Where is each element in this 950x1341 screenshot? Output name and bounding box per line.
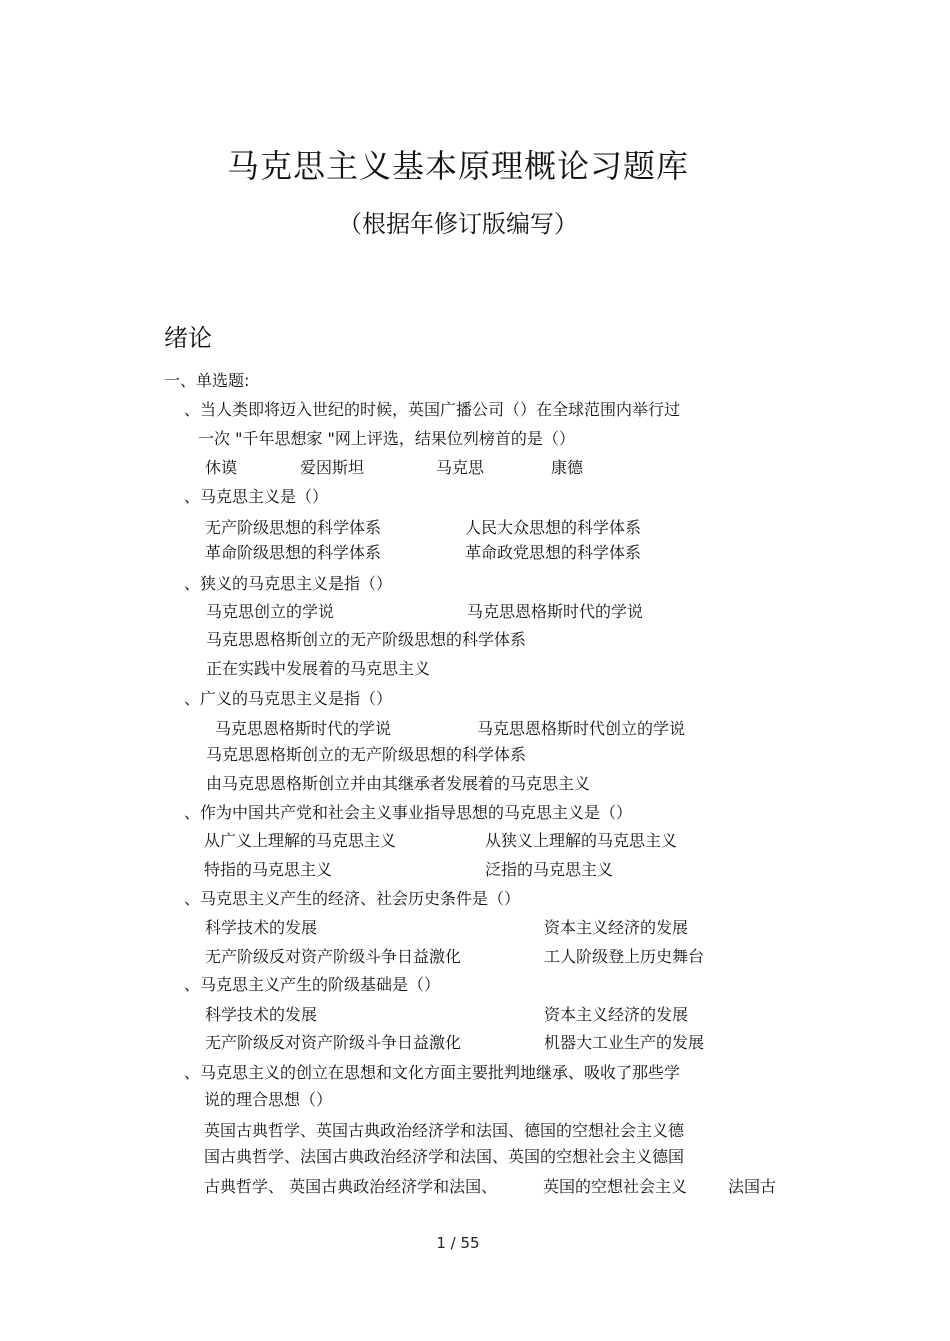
question-5: 、作为中国共产党和社会主义事业指导思想的马克思主义是（）	[184, 803, 633, 822]
question-7-option: 资本主义经济的发展	[544, 1005, 689, 1024]
question-1-line-2: 一次 "千年思想家 "网上评选，结果位列榜首的是（）	[198, 429, 575, 448]
question-1-option: 康德	[551, 458, 584, 477]
question-8-line-1: 、马克思主义的创立在思想和文化方面主要批判地继承、吸收了那些学	[184, 1063, 681, 1082]
question-4-option: 马克思恩格斯时代的学说	[215, 719, 392, 738]
question-8-option-line: 英国古典哲学、英国古典政治经济学和法国、德国的空想社会主义德	[204, 1121, 685, 1140]
document-title: 马克思主义基本原理概论习题库	[226, 147, 689, 185]
question-2-option: 人民大众思想的科学体系	[465, 518, 642, 537]
question-7: 、马克思主义产生的阶级基础是（）	[184, 975, 441, 994]
question-2-option: 革命政党思想的科学体系	[465, 543, 642, 562]
question-1-option: 爱因斯坦	[300, 458, 365, 477]
question-1-option: 休谟	[205, 458, 238, 477]
question-5-option: 从广义上理解的马克思主义	[204, 831, 397, 850]
question-1-option: 马克思	[436, 458, 485, 477]
question-5-option: 特指的马克思主义	[204, 860, 333, 879]
question-7-option: 科学技术的发展	[205, 1005, 318, 1024]
question-8-option-line: 古典哲学、 英国古典政治经济学和法国、	[204, 1177, 498, 1196]
question-1-line-1: 、当人类即将迈入世纪的时候，英国广播公司（）在全球范围内举行过	[184, 400, 681, 419]
question-3-option: 马克思恩格斯创立的无产阶级思想的科学体系	[206, 630, 527, 649]
question-3-option: 马克思恩格斯时代的学说	[467, 602, 644, 621]
question-4-option: 马克思恩格斯创立的无产阶级思想的科学体系	[206, 745, 527, 764]
question-4-option: 由马克思恩格斯创立并由其继承者发展着的马克思主义	[206, 774, 591, 793]
question-5-option: 泛指的马克思主义	[485, 860, 614, 879]
page-number: 1 / 55	[436, 1234, 480, 1252]
question-2-option: 无产阶级思想的科学体系	[205, 518, 382, 537]
question-6: 、马克思主义产生的经济、社会历史条件是（）	[184, 889, 521, 908]
question-6-option: 科学技术的发展	[205, 918, 318, 937]
question-6-option: 资本主义经济的发展	[544, 918, 689, 937]
question-8-line-2: 说的理合思想（）	[204, 1090, 333, 1109]
question-6-option: 工人阶级登上历史舞台	[544, 947, 705, 966]
question-4: 、广义的马克思主义是指（）	[184, 689, 393, 708]
chapter-heading: 绪论	[164, 324, 212, 352]
question-8-option-line: 国古典哲学、法国古典政治经济学和法国、英国的空想社会主义德国	[204, 1147, 685, 1166]
question-7-option: 机器大工业生产的发展	[544, 1033, 705, 1052]
question-3: 、狭义的马克思主义是指（）	[184, 574, 393, 593]
question-2-option: 革命阶级思想的科学体系	[205, 543, 382, 562]
question-5-option: 从狭义上理解的马克思主义	[485, 831, 678, 850]
question-8-option-line: 英国的空想社会主义	[543, 1177, 688, 1196]
question-6-option: 无产阶级反对资产阶级斗争日益激化	[205, 947, 462, 966]
question-7-option: 无产阶级反对资产阶级斗争日益激化	[205, 1033, 462, 1052]
section-heading: 一、单选题:	[164, 371, 250, 390]
question-2: 、马克思主义是（）	[184, 487, 329, 506]
question-3-option: 正在实践中发展着的马克思主义	[206, 659, 431, 678]
question-8-option-line: 法国古	[728, 1177, 777, 1196]
document-subtitle: （根据年修订版编写）	[338, 210, 578, 238]
question-4-option: 马克思恩格斯时代创立的学说	[477, 719, 686, 738]
question-3-option: 马克思创立的学说	[206, 602, 335, 621]
